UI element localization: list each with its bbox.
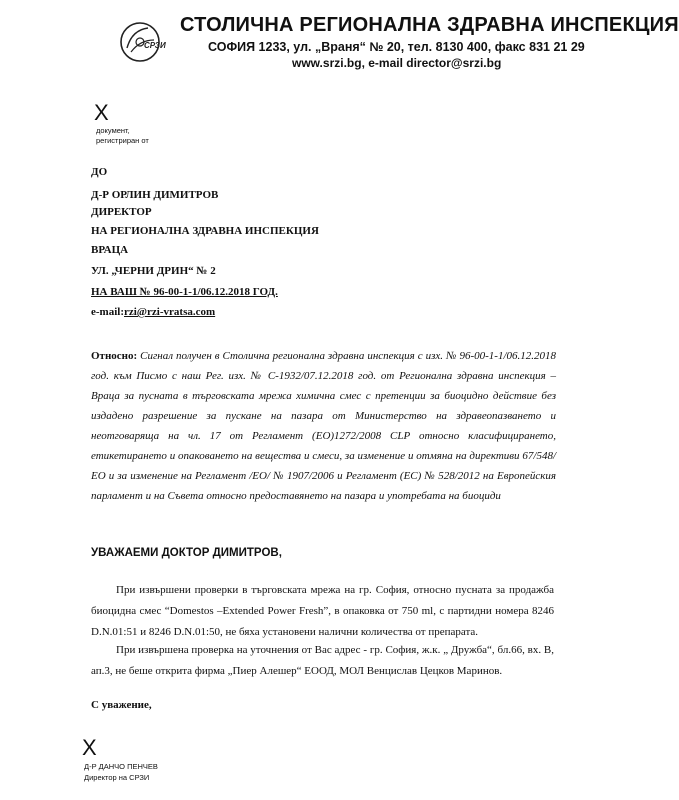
recipient-to: ДО [91,166,108,178]
body-paragraph-1: При извършени проверки в търговската мрежа на гр. София, относно пусната за продажба биоцидна смес “Domestos –Extended Power Fresh”, в опаковка от 750 ml, с партидни номера 8246 D.N.01:51 и 8246 D.N.01:50, не бяха установени налични количества от препарата. [91,584,554,638]
closing: С уважение, [91,699,152,711]
logo-text: СРЗИ [144,41,166,50]
recipient-title: ДИРЕКТОР [91,206,152,218]
organization-name: СТОЛИЧНА РЕГИОНАЛНА ЗДРАВНА ИНСПЕКЦИЯ [180,14,679,36]
recipient-email-line [91,306,215,318]
email-label: e-mail: [91,306,124,318]
body-paragraph-2: При извършена проверка на уточнения от Вас адрес - гр. София, ж.к. „ Дружба“, бл.66, вх. В, ап.3, не беше открита фирма „Пиер Алешер“ ЕООД, МОЛ Венцислав Цецков Маринов. [91,644,554,677]
salutation: УВАЖАЕМИ ДОКТОР ДИМИТРОВ, [91,547,282,559]
srzi-logo [118,18,170,66]
organization-address: СОФИЯ 1233, ул. „Враня“ № 20, тел. 8130 400, факс 831 21 29 [208,40,585,54]
email-link[interactable]: rzi@rzi-vratsa.com [123,306,216,318]
registration-label-1: документ, [96,126,130,135]
registration-x-mark: X [94,100,109,125]
subject-label: Относно: [91,350,138,362]
recipient-reference: НА ВАШ № 96-00-1-1/06.12.2018 ГОД. [91,286,278,298]
registration-label-2: регистриран от [96,136,149,145]
recipient-city: ВРАЦА [91,244,129,256]
signature-x-mark: X [82,735,97,760]
organization-web: www.srzi.bg, e-mail director@srzi.bg [292,56,502,70]
recipient-name: Д-Р ОРЛИН ДИМИТРОВ [91,189,219,201]
subject-text: Сигнал получен в Столична регионална здравна инспекция с изх. № 96-00-1-1/06.12.2018 год. към Писмо с наш Рег. изх. № С-1932/07.12.2018 год. от Регионална здравна инспекция – Враца за пусната в търговската мрежа химична смес с претенции за биоцидно действие без издадено разрешение за пускане на пазара от Министерство на здравеопазването и неотговаряща на чл. 17 от Регламент (ЕО)1272/2008 CLP относно класифицирането, етикетирането и опаковането на вещества и смеси, за изменение и отмяна на директиви 67/548/ЕО и за изменение на Регламент /ЕО/ № 1907/2006 и Регламент (ЕС) № 528/2012 на Европейския парламент и на Съвета относно предоставянето на пазара и употребата на биоциди [91,350,557,502]
recipient-organization: НА РЕГИОНАЛНА ЗДРАВНА ИНСПЕКЦИЯ [91,225,319,237]
recipient-street: УЛ. „ЧЕРНИ ДРИН“ № 2 [91,265,216,277]
subject-paragraph [91,346,556,506]
signatory-name: Д-Р ДАНЧО ПЕНЧЕВ [84,762,158,771]
signatory-role: Директор на СРЗИ [84,773,150,782]
